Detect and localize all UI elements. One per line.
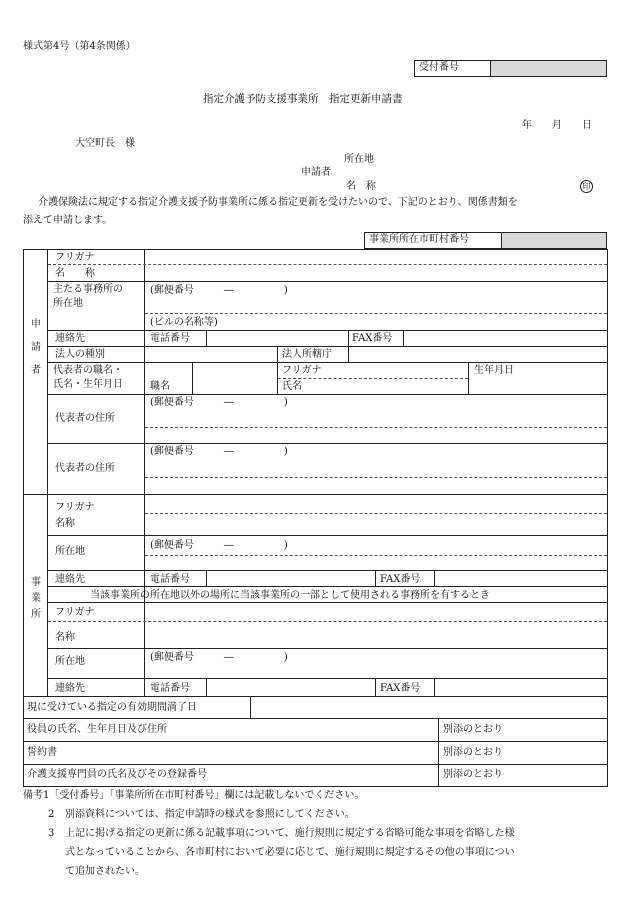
intro-text-1: 介護保険法に規定する指定介護支援予防事業所に係る指定更新を受けたいので、下記のとおり、関係書類を bbox=[38, 197, 518, 208]
rep-address-label-2: 代表者の住所 bbox=[55, 463, 115, 474]
main-office-label-1: 主たる事務所の bbox=[53, 284, 123, 295]
office-section-char-2: 業 bbox=[31, 593, 41, 604]
main-office-postal[interactable]: (郵便番号 ― ) bbox=[150, 285, 288, 296]
municipality-code-field[interactable] bbox=[501, 232, 607, 249]
pledge-label: 誓約書 bbox=[27, 747, 57, 758]
specialists-label: 介護支援専門員の氏名及びその登録番号 bbox=[27, 769, 207, 780]
rep-label-1: 代表者の職名・ bbox=[53, 365, 123, 376]
sub-office-location-label: 所在地 bbox=[55, 656, 85, 667]
sub-office-postal[interactable]: (郵便番号 ― ) bbox=[150, 652, 288, 663]
other-office-note: 当該事業所の所在地以外の場所に当該事業所の一部として使用される事務所を有するとき bbox=[90, 590, 490, 601]
office-section-char-3: 所 bbox=[31, 609, 41, 620]
rep-furigana-label: フリガナ bbox=[282, 365, 322, 376]
note-2-number: 2 bbox=[48, 809, 55, 820]
note-3-line-1: 上記に掲げる指定の更新に係る記載事項について、施行規則に規定する省略可能な事項を省略した様 bbox=[65, 828, 515, 839]
rep-postal-2[interactable]: (郵便番号 ― ) bbox=[150, 446, 288, 457]
applicant-section-char-2: 請 bbox=[31, 342, 41, 353]
note-3-line-3: て追加されたい。 bbox=[65, 866, 145, 877]
applicant-label: 申請者 bbox=[301, 167, 331, 178]
sub-office-contact-label: 連絡先 bbox=[55, 683, 85, 694]
intro-text-2: 添えて申請します。 bbox=[23, 215, 113, 226]
application-date[interactable]: 年 月 日 bbox=[522, 120, 592, 131]
office-contact-label: 連絡先 bbox=[55, 574, 85, 585]
applicant-fax-label: FAX番号 bbox=[352, 333, 393, 344]
note-3-number: 3 bbox=[48, 828, 55, 839]
sub-office-name-label: 名称 bbox=[55, 632, 75, 643]
applicant-address-label: 所在地 bbox=[344, 154, 374, 165]
birth-date-label: 生年月日 bbox=[474, 365, 514, 376]
rep-label-2: 氏名・生年月日 bbox=[53, 379, 123, 390]
addressee: 大空町長 様 bbox=[75, 138, 135, 149]
applicant-contact-label: 連絡先 bbox=[55, 333, 85, 344]
office-name-label: 名称 bbox=[55, 518, 75, 529]
note-1: 備考1「受付番号」「事業所所在市町村番号」欄には記載しないでください。 bbox=[23, 790, 365, 801]
rep-name-label: 氏名 bbox=[282, 381, 302, 392]
officers-value: 別添のとおり bbox=[443, 724, 503, 735]
office-fax-label: FAX番号 bbox=[380, 574, 421, 585]
applicant-section-char-1: 申 bbox=[31, 319, 41, 330]
pledge-value: 別添のとおり bbox=[443, 747, 503, 758]
page-title: 指定介護予防支援事業所 指定更新申請書 bbox=[203, 93, 403, 105]
applicant-name-label: 名 称 bbox=[346, 181, 376, 192]
form-number: 様式第4号（第4条関係） bbox=[23, 41, 136, 52]
rep-postal-1[interactable]: (郵便番号 ― ) bbox=[150, 397, 288, 408]
corp-type-label: 法人の種別 bbox=[55, 349, 105, 360]
applicant-section-char-3: 者 bbox=[31, 365, 41, 376]
validity-label: 現に受けている指定の有効期間満了日 bbox=[27, 702, 197, 713]
rep-address-label-1: 代表者の住所 bbox=[55, 413, 115, 424]
officers-label: 役員の氏名、生年月日及び住所 bbox=[27, 724, 167, 735]
sub-office-phone-label: 電話番号 bbox=[150, 683, 190, 694]
main-office-building[interactable]: (ビルの名称等) bbox=[150, 317, 218, 328]
reception-number-label: 受付番号 bbox=[419, 62, 459, 73]
rep-title-label: 職名 bbox=[150, 381, 170, 392]
reception-number-field[interactable] bbox=[490, 60, 607, 77]
office-phone-label: 電話番号 bbox=[150, 574, 190, 585]
seal-icon: 印 bbox=[580, 180, 593, 193]
municipality-code-label: 事業所所在市町村番号 bbox=[369, 234, 469, 245]
note-3-line-2: 式となっていることから、各市町村において必要に応じて、施行規則に規定するその他の事項につい bbox=[65, 847, 515, 858]
office-section-char-1: 事 bbox=[31, 577, 41, 588]
applicant-furigana-label: フリガナ bbox=[55, 252, 95, 263]
sub-office-fax-label: FAX番号 bbox=[380, 683, 421, 694]
office-postal[interactable]: (郵便番号 ― ) bbox=[150, 540, 288, 551]
sub-office-furigana-label: フリガナ bbox=[55, 607, 95, 618]
office-furigana-label: フリガナ bbox=[55, 502, 95, 513]
applicant-phone-label: 電話番号 bbox=[150, 333, 190, 344]
jurisdiction-label: 法人所轄庁 bbox=[282, 349, 332, 360]
main-office-label-2: 所在地 bbox=[53, 298, 83, 309]
applicant-name-row-label: 名 称 bbox=[55, 268, 95, 279]
office-location-label: 所在地 bbox=[55, 546, 85, 557]
specialists-value: 別添のとおり bbox=[443, 769, 503, 780]
note-2: 別添資料については、指定申請時の様式を参照にしてください。 bbox=[65, 809, 355, 820]
